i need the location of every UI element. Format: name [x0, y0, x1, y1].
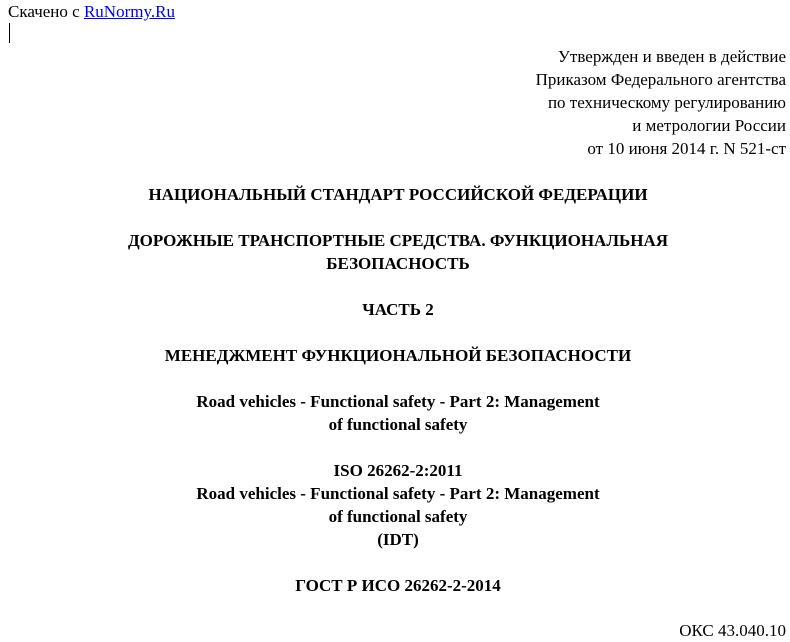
document-title — [0, 229, 790, 275]
document-title-line-2: БЕЗОПАСНОСТЬ — [326, 254, 470, 273]
document-subtitle-text: МЕНЕДЖМЕНТ ФУНКЦИОНАЛЬНОЙ БЕЗОПАСНОСТИ — [164, 346, 632, 365]
text-cursor — [9, 23, 10, 43]
english-title-line-2: of functional safety — [328, 415, 468, 434]
english-title — [0, 390, 790, 436]
iso-reference — [0, 459, 790, 551]
document-title-line-1: ДОРОЖНЫЕ ТРАНСПОРТНЫЕ СРЕДСТВА. ФУНКЦИОНАЛЬНАЯ — [127, 231, 669, 250]
english-title-line-1: Road vehicles - Functional safety - Part 2: Management — [196, 392, 600, 411]
document-subtitle — [0, 344, 790, 367]
part-heading-text: ЧАСТЬ 2 — [362, 300, 434, 319]
approval-line-4: и метрологии России — [632, 116, 786, 135]
approval-line-1: Утвержден и введен в действие — [557, 47, 786, 66]
approval-block — [536, 45, 786, 160]
iso-equivalence: (IDT) — [377, 530, 419, 549]
oks-code: ОКС 43.040.10 — [679, 621, 786, 640]
gost-number-text: ГОСТ Р ИСО 26262-2-2014 — [295, 576, 501, 595]
iso-title-line-1: Road vehicles - Functional safety - Part 2: Management — [196, 484, 600, 503]
download-source-line — [8, 0, 175, 23]
national-standard-title — [0, 183, 790, 206]
gost-number — [0, 574, 790, 597]
approval-line-2: Приказом Федерального агентства — [535, 70, 786, 89]
iso-number: ISO 26262-2:2011 — [333, 461, 463, 480]
iso-title-line-2: of functional safety — [328, 507, 468, 526]
part-heading — [0, 298, 790, 321]
national-standard-title-text: НАЦИОНАЛЬНЫЙ СТАНДАРТ РОССИЙСКОЙ ФЕДЕРАЦИИ — [148, 185, 648, 204]
runormy-link[interactable]: RuNormy.Ru — [83, 2, 175, 21]
download-source-prefix: Скачено с — [8, 2, 84, 21]
approval-line-3: по техническому регулированию — [547, 93, 786, 112]
approval-line-5: от 10 июня 2014 г. N 521-ст — [587, 139, 786, 158]
